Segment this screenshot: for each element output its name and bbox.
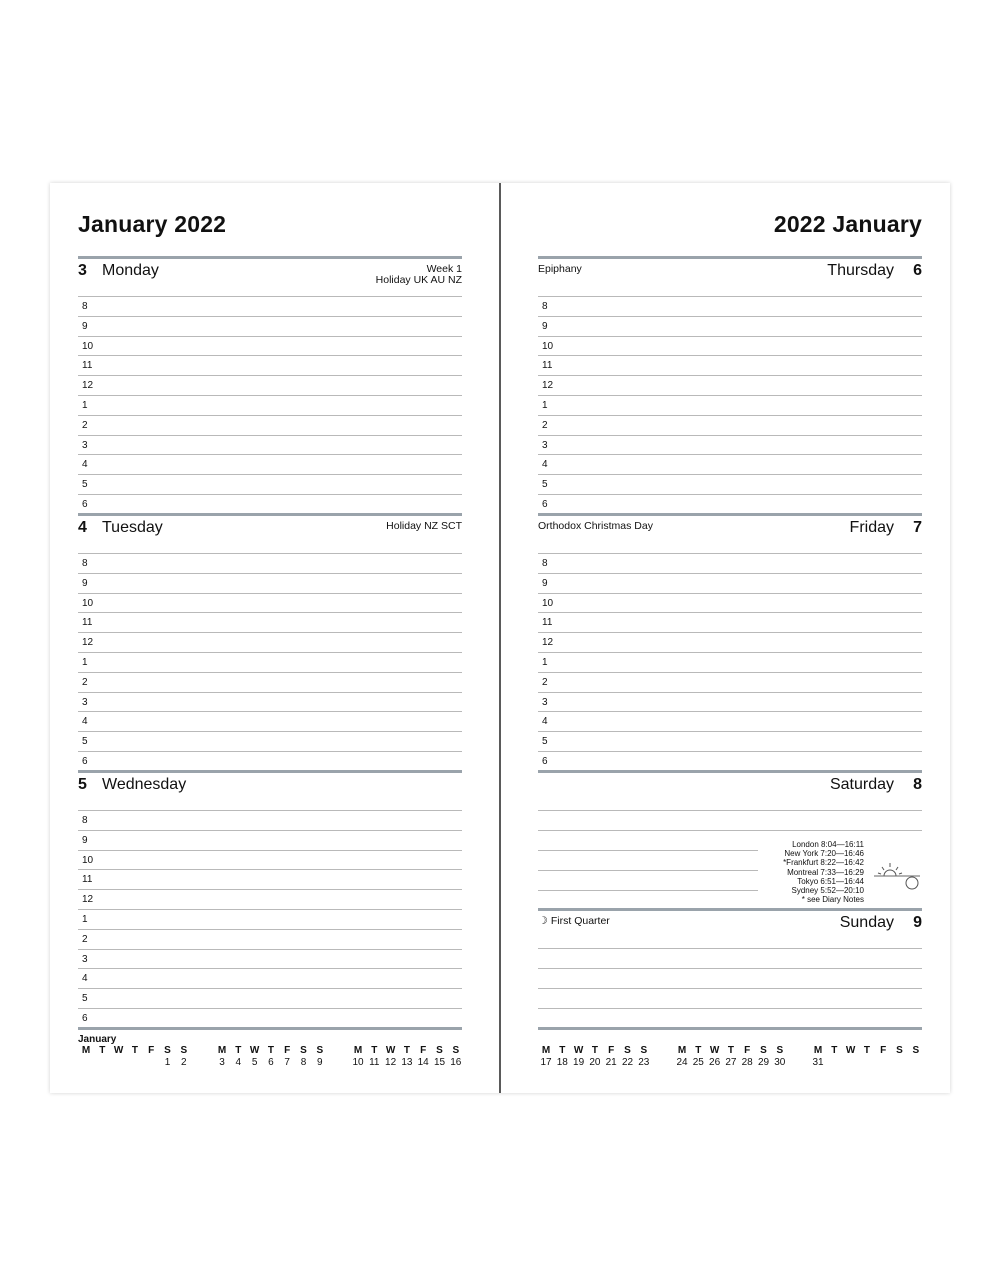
writing-line[interactable] [538, 968, 922, 969]
hour-slot[interactable] [538, 336, 922, 357]
hour-slot[interactable] [78, 1008, 462, 1029]
date-number: 8 [300, 1057, 307, 1068]
day-section [538, 256, 922, 514]
hour-label: 8 [542, 558, 548, 569]
date-number: 5 [251, 1057, 258, 1068]
day-number: 4 [78, 519, 87, 536]
hour-label: 9 [542, 577, 548, 589]
day-header [538, 908, 922, 949]
weekday-letter: T [727, 1045, 734, 1056]
weekday-letter: W [709, 1045, 720, 1056]
hour-label: 10 [82, 340, 94, 352]
hour-slot[interactable] [538, 751, 922, 772]
date-number: 1 [164, 1057, 171, 1068]
date-number: 30 [774, 1057, 786, 1068]
left-page [78, 183, 462, 1093]
hour-label: 3 [82, 439, 88, 451]
hour-slot[interactable] [78, 968, 462, 989]
holiday-note [376, 264, 462, 286]
day-name: Thursday [827, 262, 894, 279]
hour-slot[interactable] [78, 316, 462, 337]
date-number: 20 [589, 1057, 601, 1068]
weekday-letter: T [831, 1045, 838, 1056]
date-number: 21 [605, 1057, 617, 1068]
hour-label: 4 [542, 459, 548, 471]
hour-slot[interactable] [78, 573, 462, 594]
mini-calendar-header [214, 1045, 326, 1057]
writing-line[interactable] [538, 870, 758, 871]
hour-label: 2 [542, 676, 548, 688]
mini-calendar-header [538, 1045, 650, 1057]
page-title: January 2022 [78, 211, 227, 237]
hour-slot[interactable] [78, 909, 462, 930]
date-number: 6 [268, 1057, 274, 1068]
day-divider [78, 1027, 462, 1030]
hour-label: 3 [542, 439, 548, 451]
weekday-letter: T [131, 1045, 138, 1056]
date-number: 12 [385, 1057, 397, 1068]
hour-label: 11 [542, 360, 553, 372]
date-number: 17 [540, 1057, 552, 1068]
hour-slot[interactable] [538, 494, 922, 515]
date-number: 26 [709, 1057, 721, 1068]
weekday-letter: W [385, 1045, 396, 1056]
hour-slot[interactable] [538, 553, 922, 574]
hour-label: 10 [542, 340, 554, 352]
date-number: 2 [181, 1057, 187, 1068]
hour-label: 8 [542, 301, 548, 312]
hour-label: 1 [82, 657, 88, 668]
hour-label: 9 [82, 577, 88, 589]
day-header [78, 513, 462, 554]
weekday-letter: S [624, 1045, 631, 1056]
hour-slot[interactable] [78, 949, 462, 970]
hour-label: 8 [82, 558, 88, 569]
mini-calendar-dates [78, 1057, 190, 1069]
hour-label: 6 [82, 499, 88, 510]
hour-slot[interactable] [538, 652, 922, 673]
date-number: 15 [433, 1057, 446, 1068]
hour-slot[interactable] [78, 415, 462, 436]
hour-slot[interactable] [538, 435, 922, 456]
hour-label: 8 [82, 815, 88, 826]
day-number: 8 [913, 776, 922, 793]
writing-line[interactable] [538, 850, 758, 851]
weekday-letter: W [249, 1045, 260, 1056]
hour-slot[interactable] [538, 731, 922, 752]
weekday-letter: T [695, 1045, 702, 1056]
writing-line[interactable] [538, 988, 922, 989]
hour-label: 5 [82, 479, 88, 491]
hour-slot[interactable] [78, 929, 462, 950]
day-header [78, 256, 462, 297]
hour-slot[interactable] [538, 474, 922, 495]
hour-label: 5 [542, 479, 548, 491]
mini-calendar-dates [350, 1057, 462, 1069]
hour-label: 4 [82, 459, 88, 471]
weekday-letter: S [436, 1045, 443, 1056]
hour-label: 4 [82, 973, 88, 985]
hour-label: 3 [542, 696, 548, 708]
hour-slot[interactable] [78, 395, 462, 416]
hour-slot[interactable] [78, 652, 462, 673]
weekday-letter: T [863, 1045, 870, 1056]
mini-calendar-header [674, 1045, 786, 1057]
date-number: 4 [235, 1057, 242, 1068]
holiday-note: Epiphany [538, 263, 582, 275]
weekday-letter: S [760, 1045, 767, 1056]
moon-phase-label: First Quarter [550, 915, 610, 927]
day-section [538, 770, 922, 908]
hour-label: 4 [82, 716, 88, 728]
hour-slot[interactable] [538, 355, 922, 376]
day-section [78, 770, 462, 1028]
hour-label: 10 [82, 597, 94, 609]
hour-label: 9 [542, 320, 548, 332]
weekday-letter: W [845, 1045, 856, 1056]
day-section [538, 513, 922, 771]
date-number: 24 [676, 1057, 688, 1068]
hour-slot[interactable] [538, 612, 922, 633]
hour-label: 8 [82, 301, 88, 312]
weekday-letter: S [300, 1045, 307, 1056]
sun-time-entry: Tokyo 6:51—16:44 [797, 876, 864, 886]
weekday-letter: M [81, 1045, 91, 1056]
hour-slot[interactable] [78, 632, 462, 653]
hour-slot[interactable] [538, 395, 922, 416]
hour-label: 12 [542, 380, 554, 392]
hour-label: 1 [82, 914, 88, 925]
hour-label: 11 [542, 617, 553, 629]
hour-slot[interactable] [78, 889, 462, 910]
weekday-letter: S [776, 1045, 784, 1056]
page-title: 2022 January [773, 211, 922, 237]
weekday-letter: M [677, 1045, 687, 1056]
weekday-letter: M [217, 1045, 227, 1056]
mini-calendar-dates [214, 1057, 326, 1069]
hour-label: 2 [82, 933, 88, 945]
mini-calendar-header [78, 1045, 190, 1057]
hour-slot[interactable] [78, 869, 462, 890]
right-page [538, 183, 922, 1093]
day-section [78, 513, 462, 771]
day-name: Tuesday [102, 519, 163, 536]
hour-label: 12 [82, 380, 94, 392]
moon-phase-icon: ☽ [538, 915, 548, 927]
date-number: 3 [219, 1057, 225, 1068]
weekday-letter: W [573, 1045, 584, 1056]
hour-label: 1 [82, 400, 88, 411]
hour-slot[interactable] [78, 672, 462, 693]
hour-slot[interactable] [78, 553, 462, 574]
day-header [538, 770, 922, 811]
weekday-letter: F [420, 1045, 427, 1056]
hour-label: 3 [82, 953, 88, 965]
date-number: 28 [741, 1057, 753, 1068]
date-number: 16 [450, 1057, 462, 1068]
hour-label: 11 [82, 360, 93, 372]
book-spine [499, 183, 501, 1093]
hour-slot[interactable] [78, 474, 462, 495]
day-number: 6 [913, 262, 922, 279]
sun-time-entry: *Frankfurt 8:22—16:42 [783, 858, 864, 868]
weekday-letter: S [180, 1045, 188, 1056]
hour-slot[interactable] [78, 593, 462, 614]
writing-line[interactable] [538, 890, 758, 891]
sunrise-sunset-icon [872, 860, 922, 892]
date-number: 22 [621, 1057, 634, 1068]
hour-slot[interactable] [78, 494, 462, 515]
hour-label: 10 [82, 854, 94, 866]
mini-calendar-dates [538, 1057, 650, 1069]
weekday-letter: F [744, 1045, 751, 1056]
sun-time-entry: London 8:04—16:11 [792, 840, 864, 849]
sun-time-entry: Sydney 5:52—20:10 [791, 886, 864, 896]
day-name: Monday [102, 262, 159, 279]
hour-slot[interactable] [538, 375, 922, 396]
date-number: 18 [556, 1057, 568, 1068]
date-number: 29 [757, 1057, 770, 1068]
hour-label: 2 [82, 676, 88, 688]
weekday-letter: S [164, 1045, 171, 1056]
day-name: Saturday [829, 776, 894, 793]
hour-label: 9 [82, 834, 88, 846]
day-name: Friday [849, 519, 894, 536]
weekday-letter: M [813, 1045, 823, 1056]
date-number: 14 [417, 1057, 429, 1068]
hour-label: 11 [82, 617, 93, 629]
day-divider [538, 1027, 922, 1030]
date-number: 7 [284, 1057, 290, 1068]
weekday-letter: T [99, 1045, 106, 1056]
date-number: 31 [812, 1057, 824, 1068]
hour-label: 6 [542, 499, 548, 510]
hour-slot[interactable] [538, 593, 922, 614]
hour-label: 5 [82, 993, 88, 1005]
sun-time-entry: Montreal 7:33—16:29 [787, 867, 864, 877]
date-number: 9 [317, 1057, 323, 1068]
day-name: Wednesday [102, 776, 187, 793]
weekday-letter: T [235, 1045, 242, 1056]
hour-slot[interactable] [538, 672, 922, 693]
writing-line[interactable] [538, 1008, 922, 1009]
day-number: 5 [78, 776, 87, 793]
hour-label: 6 [82, 1013, 88, 1024]
hour-label: 12 [82, 637, 94, 649]
hour-slot[interactable] [538, 711, 922, 732]
weekday-letter: S [896, 1045, 903, 1056]
hour-slot[interactable] [78, 850, 462, 871]
note-line: Holiday NZ SCT [386, 520, 462, 532]
mini-calendar-month: January [78, 1034, 117, 1045]
weekday-letter: T [267, 1045, 274, 1056]
hour-slot[interactable] [78, 336, 462, 357]
weekday-letter: T [559, 1045, 566, 1056]
date-number: 13 [401, 1057, 413, 1068]
weekday-letter: S [912, 1045, 920, 1056]
hour-label: 10 [542, 597, 554, 609]
sunrise-sunset-table [783, 840, 864, 904]
hour-slot[interactable] [78, 810, 462, 831]
weekday-letter: F [148, 1045, 155, 1056]
hour-slot[interactable] [78, 711, 462, 732]
hour-slot[interactable] [538, 454, 922, 475]
hour-slot[interactable] [538, 316, 922, 337]
hour-slot[interactable] [538, 573, 922, 594]
date-number: 11 [369, 1057, 380, 1068]
day-name: Sunday [839, 914, 894, 931]
hour-slot[interactable] [78, 375, 462, 396]
weekday-letter: M [353, 1045, 363, 1056]
hour-slot[interactable] [538, 415, 922, 436]
day-header [538, 513, 922, 554]
weekday-letter: M [541, 1045, 551, 1056]
mini-calendar-dates [674, 1057, 786, 1069]
weekday-letter: F [880, 1045, 887, 1056]
day-section [78, 256, 462, 514]
weekday-letter: F [284, 1045, 291, 1056]
hour-label: 3 [82, 696, 88, 708]
sun-time-entry: New York 7:20—16:46 [784, 849, 864, 859]
hour-slot[interactable] [78, 355, 462, 376]
weekday-letter: F [608, 1045, 615, 1056]
date-number: 10 [352, 1057, 364, 1068]
mini-calendar-header [350, 1045, 462, 1057]
weekday-letter: T [403, 1045, 410, 1056]
holiday-note [386, 521, 462, 532]
moon-phase-note [538, 916, 610, 927]
hour-label: 6 [542, 756, 548, 767]
note-line: Week 1 [426, 263, 462, 275]
hour-slot[interactable] [78, 612, 462, 633]
weekday-letter: S [316, 1045, 324, 1056]
hour-slot[interactable] [538, 632, 922, 653]
hour-label: 1 [542, 657, 548, 668]
hour-slot[interactable] [78, 454, 462, 475]
day-number: 7 [913, 519, 922, 536]
hour-label: 6 [82, 756, 88, 767]
mini-calendar-header [810, 1045, 922, 1057]
writing-line[interactable] [538, 830, 922, 831]
weekday-letter: S [452, 1045, 460, 1056]
date-number: 23 [638, 1057, 650, 1068]
hour-slot[interactable] [78, 731, 462, 752]
date-number: 25 [692, 1057, 704, 1068]
hour-slot[interactable] [78, 751, 462, 772]
hour-slot[interactable] [78, 830, 462, 851]
hour-label: 1 [542, 400, 548, 411]
weekday-letter: W [113, 1045, 124, 1056]
mini-calendar-dates [810, 1057, 922, 1069]
weekday-letter: T [371, 1045, 378, 1056]
day-number: 3 [78, 262, 87, 279]
hour-slot[interactable] [78, 296, 462, 317]
hour-slot[interactable] [538, 692, 922, 713]
holiday-note: Orthodox Christmas Day [538, 520, 653, 532]
hour-label: 11 [82, 874, 93, 886]
day-number: 9 [913, 914, 922, 931]
hour-label: 2 [542, 419, 548, 431]
hour-label: 12 [542, 637, 554, 649]
hour-slot[interactable] [538, 296, 922, 317]
date-number: 19 [573, 1057, 585, 1068]
note-line: Holiday UK AU NZ [375, 274, 462, 286]
weekday-letter: T [591, 1045, 598, 1056]
weekday-letter: S [640, 1045, 648, 1056]
hour-label: 12 [82, 894, 94, 906]
hour-label: 4 [542, 716, 548, 728]
day-section [538, 908, 922, 1027]
hour-label: 5 [82, 736, 88, 748]
hour-label: 5 [542, 736, 548, 748]
hour-label: 2 [82, 419, 88, 431]
hour-label: 9 [82, 320, 88, 332]
date-number: 27 [725, 1057, 737, 1068]
hour-slot[interactable] [78, 988, 462, 1009]
hour-slot[interactable] [78, 435, 462, 456]
day-header [78, 770, 462, 811]
hour-slot[interactable] [78, 692, 462, 713]
sun-time-entry: * see Diary Notes [801, 895, 864, 905]
day-header [538, 256, 922, 297]
